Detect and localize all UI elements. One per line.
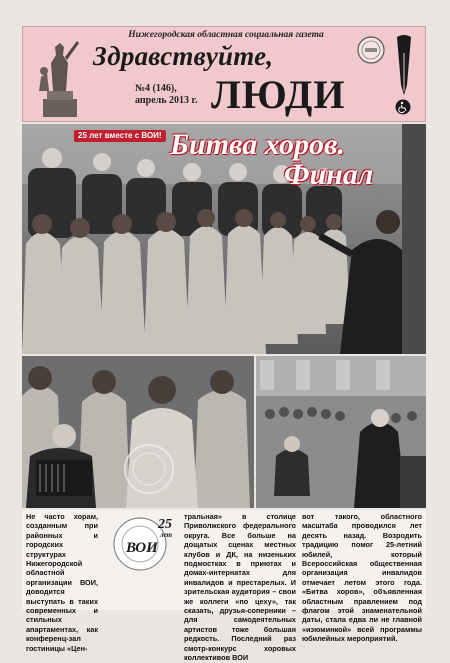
newspaper-title-line1: Здравствуйте, — [93, 41, 274, 71]
award-seal-icon — [356, 35, 386, 65]
logo-abbr: ВОИ — [126, 540, 158, 556]
issue-date: апрель 2013 г. — [135, 95, 198, 106]
voi-anniversary-logo-icon — [106, 512, 178, 574]
article-column-1: Не часто хорам, созданным при районных и городских структурах Нижегородской областной организации ВОИ, доводится выступать в таких современных и стильных апартаментах, как конференц-зал гостиницы «Цен- — [26, 512, 98, 653]
issue-number: №4 (146), — [135, 83, 177, 94]
wheelchair-icon — [395, 99, 411, 115]
concert-hall-image — [256, 356, 426, 508]
concert-hall-photo — [256, 356, 426, 508]
choir-closeup-photo — [22, 356, 254, 508]
logo-years-number: 25 — [158, 517, 172, 532]
anniversary-badge: 25 лет вместе с ВОИ! — [74, 130, 166, 142]
headline-line1: Битва хоров. — [170, 128, 345, 161]
title-word: ЛЮДИ — [211, 72, 346, 117]
choir-photo-main — [22, 124, 426, 354]
article-column-2: тральная» в столице Приволжского федерального округа. Все больше на дощатых сценах местных клубов и ДК, на низеньких подмостках в приютах и домах-интернатах для инвалидов и престарелых. И зрительская аудитория – свои же коллеги «по цеху», так сказать, друзья-соперники – для самодеятельных артистов тоже большая редкость. Последний раз смотр-конкурс хоровых коллективов ВОИ — [184, 512, 296, 663]
article-text — [22, 510, 426, 663]
issue-info — [135, 83, 197, 107]
article-column-3: вот такого, областного масштаба проводился лет десять назад. Возродить традицию помог 25-летний юбилей, который Всероссийская общественная организация инвалидов отмечает летом этого года. «Битва хоров», объявленная областным правлением под флагом этой знаменательной даты, стала едва ли не главной «изюминкой» всей программы юбилейных мероприятий. — [302, 512, 422, 644]
logo-years-word: лет — [160, 531, 173, 539]
headline-line2: Финал — [284, 158, 374, 191]
monument-icon — [29, 33, 89, 119]
newspaper-title-line2 — [211, 71, 345, 118]
anniversary-watermark-icon — [122, 442, 176, 496]
newspaper-region-line: Нижегородская областная социальная газета — [128, 30, 324, 40]
masthead — [22, 26, 426, 122]
